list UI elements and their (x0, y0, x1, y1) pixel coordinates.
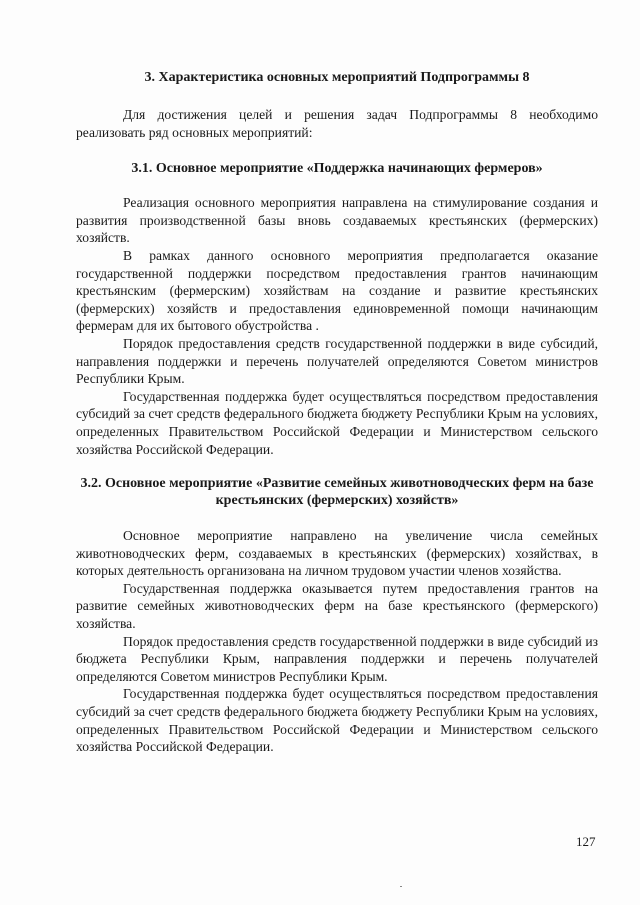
subsection-2-paragraph: Государственная поддержка будет осуществляться посредством предоставления субсидий за счет средств федерального бюджета бюджету Республики Крым на условиях, определенных Правительством Российской Федерации и Министерством сельского хозяйства Российской Федерации. (76, 686, 598, 755)
subsection-2-paragraph: Порядок предоставления средств государственной поддержки в виде субсидий из бюджета Республики Крым, направления поддержки и перечень получателей определяются Советом министров Республики Крым. (76, 633, 598, 684)
subsection-2-paragraph: Государственная поддержка оказывается путем предоставления грантов на развитие семейных животноводческих ферм на базе крестьянского (фермерского) хозяйства. (76, 580, 598, 632)
subsection-1-paragraph: Государственная поддержка будет осуществляться посредством предоставления субсидий за счет средств федерального бюджета бюджету Республики Крым на условиях, определенных Правительством Российской Федерации и Министерством сельского хозяйства Российской Федерации. (76, 388, 598, 457)
intro-paragraph: Для достижения целей и решения задач Подпрограммы 8 необходимо реализовать ряд основных мероприятий: (76, 107, 598, 140)
subsection-1-paragraph: В рамках данного основного мероприятия предполагается оказание государственной поддержки посредством предоставления грантов начинающим крестьянским (фермерским) хозяйствам на создание и развитие крестьянских (фермерских) хозяйств и предоставления единовременной помощи начинающим фермерам для их бытового обустройства . (76, 247, 598, 334)
subsection-1-heading: 3.1. Основное мероприятие «Поддержка начинающих фермеров» (131, 161, 543, 177)
section-heading: 3. Характеристика основных мероприятий Подпрограммы 8 (144, 70, 530, 85)
document-body (76, 69, 598, 756)
subsection-1-paragraph: Порядок предоставления средств государственной поддержки в виде субсидий, направления поддержки и перечень получателей определяются Советом министров Республики Крым. (76, 335, 598, 387)
subsection-2-heading: 3.2. Основное мероприятие «Развитие семейных животноводческих ферм на базе крестьянских (фермерских) хозяйств» (80, 476, 594, 509)
subsection-1-paragraph: Реализация основного мероприятия направлена на стимулирование создания и развития производственной базы вновь создаваемых крестьянских (фермерских) хозяйств. (76, 195, 598, 246)
page-number: 127 (576, 834, 596, 849)
subsection-2-paragraph: Основное мероприятие направлено на увеличение числа семейных животноводческих ферм, создаваемых в крестьянских (фермерских) хозяйствах, в которых деятельность организована на личном трудовом участии членов хозяйства. (76, 528, 598, 579)
scan-speck (400, 886, 402, 887)
